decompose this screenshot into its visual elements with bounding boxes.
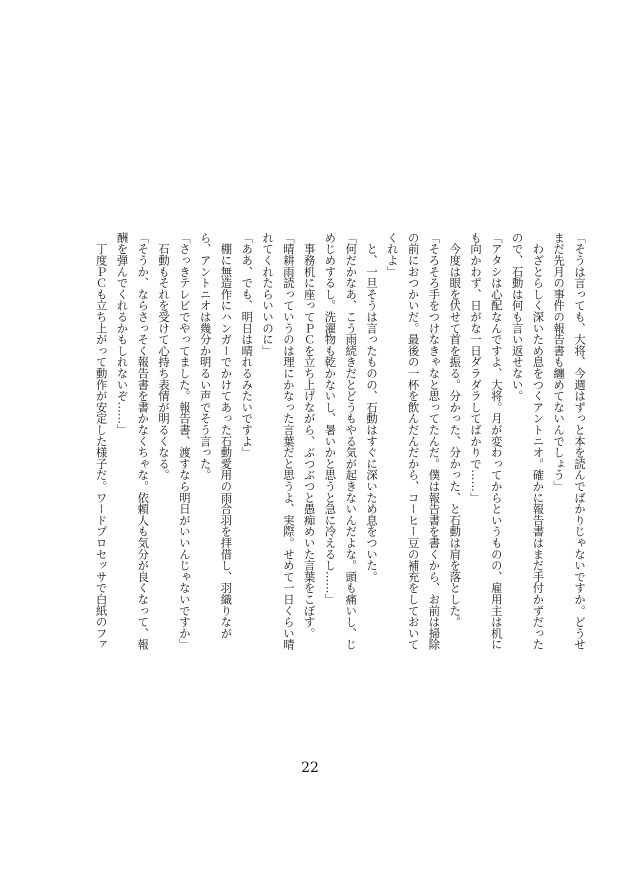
text-column: 石動もそれを受けて心持ち表情が明るくなる。: [157, 232, 171, 481]
text-column: と、一旦そうは言ったものの、石動はすぐに深いため息をついた。: [365, 232, 379, 583]
text-column: 酬を弾んでくれるかもしれないぞ……」: [115, 232, 129, 436]
text-column: めじめするし。洗濯物も乾かないし、暑いかと思うと急に冷えるし……」: [323, 232, 337, 605]
text-column: 「ああ、でも、明日は晴れるみたいですよ」: [240, 232, 254, 458]
text-column: 「晴耕雨読っていうのは理にかなった言葉だと思うよ、実際。せめて一日くらい晴: [281, 232, 295, 651]
text-column: 「アタシは心配なんですよ、大将。月が変わってからというものの、雇用主は机に: [489, 232, 503, 651]
text-column: 「何だかなあ、こう雨続きだとどうもやる気が起きないんだよな。頭も痛いし、じ: [344, 232, 358, 651]
text-column: くれよ」: [385, 232, 399, 278]
text-column: 事務机に座ってＰＣを立ち上げながら、ぶつぶつと愚痴めいた言葉をこぼす。: [302, 232, 316, 639]
text-column: 棚に無造作にハンガーでかけてあった石動愛用の雨合羽を拝借し、羽織りなが: [219, 232, 233, 639]
text-column: 丁度ＰＣも立ち上がって動作が安定した様子だ。ワードプロセッサで白紙のファ: [94, 232, 108, 651]
text-column: まだ先月の事件の報告書も纏めてないんでしょう」: [552, 232, 566, 492]
text-column: 「そろそろ手をつけなきゃなと思ってたんだ。僕は報告書を書くから、お前は掃除: [427, 232, 441, 651]
page-number: 22: [301, 760, 319, 776]
text-column: ので、石動は何も言い返せない。: [510, 232, 524, 402]
vertical-text-body: [90, 232, 589, 652]
text-column: 「そうは言っても、大将、今週はずっと本を読んでばかりじゃないですか。どうせ: [573, 232, 586, 651]
text-column: ら、アントニオは幾分か明るい声でそう言った。: [198, 232, 212, 481]
text-column: の前におつかいだ。最後の一杯を飲んだんだから、コーヒー豆の補充をしておいて: [406, 232, 420, 651]
text-column: 今度は眼を伏せて首を振る。分かった、分かった、と石動は肩を落とした。: [448, 232, 462, 628]
text-column: 「そうか、ならさっそく報告書を書かなくちゃな。依頼人も気分が良くなって、報: [136, 232, 150, 651]
text-column: も向かわず、日がな一日ダラダラしてばかりで……」: [469, 232, 483, 504]
text-column: わざとらしく深いため息をつくアントニオ。確かに報告書はまだ手付かずだった: [531, 232, 545, 651]
text-column: れてくれたらいいのに」: [261, 232, 275, 357]
text-column: 「さっきテレビでやってました。報告書、渡すなら明日がいいんじゃないですか」: [177, 232, 191, 651]
